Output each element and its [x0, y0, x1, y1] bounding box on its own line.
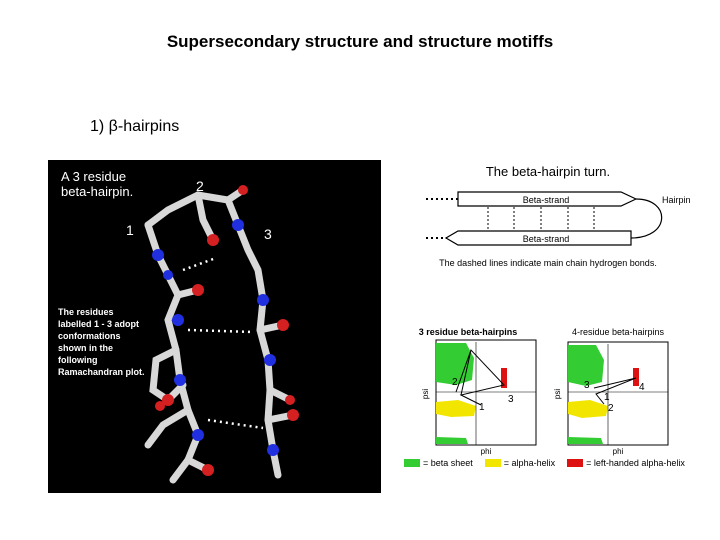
- hairpin-diagram-panel: [396, 160, 706, 480]
- rama-plot-1-xlabel: phi: [480, 447, 492, 456]
- legend-swatch-alpha-helix: [485, 459, 501, 467]
- rama-plot-1-title: 3 residue beta-hairpins: [418, 327, 518, 337]
- legend-label-beta-sheet: = beta sheet: [423, 458, 473, 468]
- strand-bottom-label: Beta-strand: [522, 234, 570, 244]
- hydrogen-bond-lines: [488, 207, 594, 230]
- turn-diagram-caption: The dashed lines indicate main chain hydrogen bonds.: [439, 258, 657, 268]
- rama-plot-2: [568, 342, 668, 445]
- rama-plot-1-ylabel: psi: [421, 388, 430, 400]
- residue-label-2: 2: [196, 178, 204, 194]
- hairpin-label: Hairpin: [662, 195, 691, 205]
- strand-top-label: Beta-strand: [522, 195, 570, 205]
- legend-swatch-left-handed-helix: [567, 459, 583, 467]
- rama-plot-2-title: 4-residue beta-hairpins: [571, 327, 665, 337]
- rama-plot-2-label-1: 1: [604, 392, 610, 403]
- rama-plot-2-label-3: 3: [584, 380, 590, 391]
- hairpin-diagram: [396, 160, 706, 480]
- slide-subtitle: 1) β-hairpins: [90, 118, 180, 135]
- rama-plot-2-label-2: 2: [608, 403, 614, 414]
- molecule-note: The residues labelled 1 - 3 adopt conformations shown in the following Ramachandran plot.: [58, 307, 145, 377]
- legend-item-alpha-helix: [485, 458, 555, 468]
- residue-label-3: 3: [264, 226, 272, 242]
- slide-title: Supersecondary structure and structure motiffs: [166, 32, 554, 51]
- hairpin-loop: [631, 199, 662, 238]
- legend-item-beta-sheet: [404, 458, 473, 468]
- rama-plot-2-label-4: 4: [639, 382, 645, 393]
- legend: [404, 458, 697, 468]
- rama-plot-1-label-2: 2: [452, 377, 458, 388]
- rama-plot-2-xlabel: phi: [612, 447, 624, 456]
- molecule-caption-line-2: beta-hairpin.: [61, 184, 134, 199]
- legend-item-left-handed-helix: [567, 458, 685, 468]
- residue-label-1: 1: [126, 222, 134, 238]
- rama-plot-1-label-3: 3: [508, 394, 514, 405]
- legend-swatch-beta-sheet: [404, 459, 420, 467]
- legend-label-left-handed-helix: = left-handed alpha-helix: [586, 458, 685, 468]
- beta-hairpin-model-image: [48, 160, 381, 493]
- molecule-caption: [61, 169, 133, 199]
- molecule-caption-line-1: A 3 residue: [61, 169, 127, 184]
- legend-label-alpha-helix: = alpha-helix: [503, 458, 556, 468]
- rama-plot-1: [436, 340, 536, 445]
- turn-diagram-title: The beta-hairpin turn.: [485, 164, 611, 179]
- rama-plot-1-label-1: 1: [479, 402, 485, 413]
- rama-plot-2-ylabel: psi: [553, 388, 562, 400]
